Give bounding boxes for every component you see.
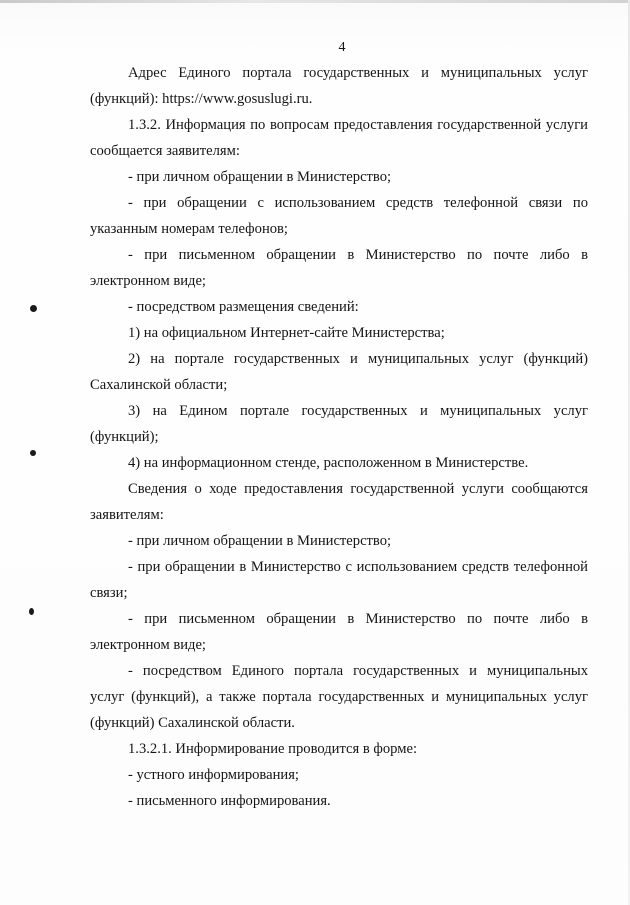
text-line: - при обращении в Министерство с использованием средств телефонной (128, 559, 588, 575)
text-line: заявителям: (90, 507, 164, 523)
text-line: - при личном обращении в Министерство; (128, 533, 392, 549)
text-line: - устного информирования; (128, 767, 299, 783)
scan-speck (30, 305, 37, 312)
text-line: - посредством Единого портала государственных и муниципальных (128, 663, 588, 679)
text-line: - посредством размещения сведений: (128, 299, 359, 315)
text-line: - при письменном обращении в Министерство по почте либо в (128, 611, 588, 627)
text-line: 3) на Едином портале государственных и муниципальных услуг (128, 403, 588, 419)
text-line: 1) на официальном Интернет-сайте Министерства; (128, 325, 445, 341)
scan-top-edge (0, 0, 630, 3)
text-line: 1.3.2. Информация по вопросам предоставления государственной услуги (128, 117, 588, 133)
text-line: - при письменном обращении в Министерство по почте либо в (128, 247, 588, 263)
text-line: указанным номерам телефонов; (90, 221, 288, 237)
text-line: 2) на портале государственных и муниципальных услуг (функций) (128, 351, 588, 367)
text-line: электронном виде; (90, 273, 206, 289)
text-line: (функций): https://www.gosuslugi.ru. (90, 91, 313, 107)
text-line: - при обращении с использованием средств телефонной связи по (128, 195, 588, 211)
text-line: 4) на информационном стенде, расположенном в Министерстве. (128, 455, 529, 471)
scan-speck (30, 450, 36, 456)
text-line: - при личном обращении в Министерство; (128, 169, 392, 185)
text-line: (функций); (90, 429, 159, 445)
text-line: электронном виде; (90, 637, 206, 653)
text-line: связи; (90, 585, 128, 601)
text-line: сообщается заявителям: (90, 143, 240, 159)
page-number: 4 (338, 40, 346, 55)
text-line: 1.3.2.1. Информирование проводится в форме: (128, 741, 418, 757)
text-line: Сахалинской области; (90, 377, 228, 393)
text-line: (функций) Сахалинской области. (90, 715, 295, 731)
text-line: Адрес Единого портала государственных и муниципальных услуг (128, 65, 588, 81)
text-line: услуг (функций), а также портала государственных и муниципальных услуг (90, 689, 588, 705)
text-line: Сведения о ходе предоставления государственной услуги сообщаются (128, 481, 588, 497)
scan-speck (29, 608, 34, 615)
text-line: - письменного информирования. (128, 793, 331, 809)
